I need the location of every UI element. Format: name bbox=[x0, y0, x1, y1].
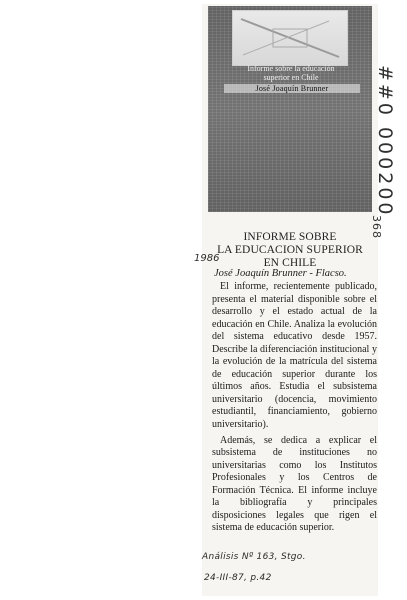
article-heading bbox=[202, 231, 378, 270]
book-cover-image bbox=[208, 6, 372, 212]
cover-photo bbox=[232, 10, 348, 66]
heading-line: LA EDUCACION SUPERIOR bbox=[217, 244, 363, 256]
handwritten-source: Análisis Nº 163, Stgo. bbox=[202, 552, 306, 562]
cover-author: José Joaquín Brunner bbox=[224, 84, 360, 93]
article-body bbox=[212, 281, 377, 538]
article-byline: José Joaquín Brunner - Flacso. bbox=[214, 268, 347, 279]
newspaper-clipping bbox=[194, 4, 378, 596]
cover-title: Informe sobre la educación superior en Chile bbox=[247, 64, 335, 82]
cover-photo-drawing bbox=[233, 11, 347, 65]
article-paragraph: El informe, recientemente publicado, presenta el material disponible sobre el desarrollo y el estado actual de la educación en Chile. Analiza la evolución del sistema educativo desde 1957. Describe la diferenciación institucional y la evolución de la matrícula del sistema de educación superior durante los últimos años. Estudia el subsistema universitario (docencia, movimiento estudiantil, financiamiento, gobierno universitario). bbox=[212, 281, 377, 431]
handwritten-side-number: 368 bbox=[370, 215, 383, 239]
heading-line: INFORME SOBRE bbox=[243, 231, 337, 243]
handwritten-side-code bbox=[372, 65, 402, 345]
handwritten-year: 1986 bbox=[194, 253, 220, 264]
heading-line: EN CHILE bbox=[263, 257, 317, 269]
article-paragraph: Además, se dedica a explicar el subsistema de instituciones no universitarias como los Institutos Profesionales y los Centros de Formación Técnica. El informe incluye la bibliografía y principales disposiciones legales que rigen el sistema de educación superior. bbox=[212, 434, 377, 534]
side-code-text: ##0 000200 bbox=[374, 65, 396, 218]
handwritten-date: 24-III-87, p.42 bbox=[204, 573, 272, 583]
